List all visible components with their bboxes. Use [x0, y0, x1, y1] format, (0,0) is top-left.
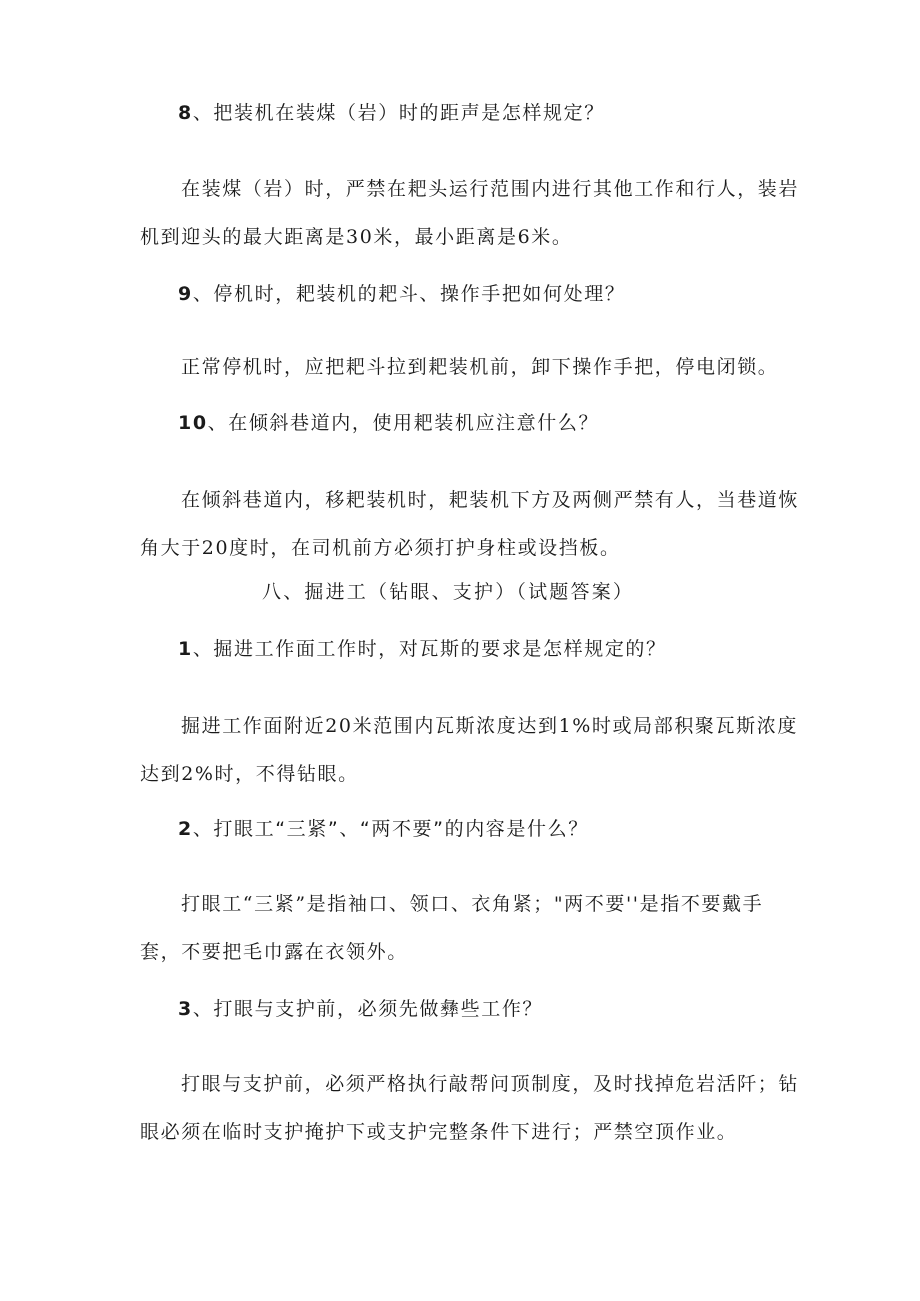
question-text: 、在倾斜巷道内，使用耙装机应注意什么？	[207, 412, 600, 434]
question-number: 2	[178, 818, 193, 840]
question-number: 10	[178, 412, 208, 434]
answer-s1-line-2: 达到2%时，不得钻眼。	[140, 763, 359, 785]
question-text: 、停机时，耙装机的耙斗、操作手把如何处理？	[192, 283, 626, 305]
question-10	[178, 411, 599, 435]
answer-8-line-1: 在装煤（岩）时，严禁在耙头运行范围内进行其他工作和行人，装岩	[181, 178, 800, 200]
question-9	[178, 282, 625, 306]
question-number: 9	[178, 283, 193, 305]
question-s3	[178, 997, 543, 1021]
question-number: 1	[178, 638, 193, 660]
answer-s3-line-1: 打眼与支护前，必须严格执行敲帮问顶制度，及时找掉危岩活阡；钻	[181, 1073, 800, 1095]
answer-s2-line-2: 套，不要把毛巾露在衣领外。	[140, 941, 408, 963]
question-text: 、打眼与支护前，必须先做彝些工作？	[192, 998, 544, 1020]
question-text: 、把装机在装煤（岩）时的距声是怎样规定？	[192, 102, 605, 124]
question-s2	[178, 817, 589, 841]
question-text: 、打眼工“三紧”、“两不要”的内容是什么？	[192, 818, 589, 840]
answer-10-line-1: 在倾斜巷道内，移耙装机时，耙装机下方及两侧严禁有人，当巷道恢	[181, 489, 800, 511]
section-title: 八、掘进工（钻眼、支护）（试题答案）	[262, 581, 635, 603]
question-8	[178, 101, 605, 125]
question-text: 、掘进工作面工作时，对瓦斯的要求是怎样规定的？	[192, 638, 667, 660]
question-number: 3	[178, 998, 193, 1020]
answer-s3-line-2: 眼必须在临时支护掩护下或支护完整条件下进行；严禁空顶作业。	[140, 1121, 738, 1143]
answer-s1-line-1: 掘进工作面附近20米范围内瓦斯浓度达到1%时或局部积聚瓦斯浓度	[181, 715, 798, 737]
question-s1	[178, 637, 667, 661]
question-number: 8	[178, 102, 193, 124]
answer-10-line-2: 角大于20度时，在司机前方必须打护身柱或设挡板。	[140, 537, 621, 559]
answer-9-line-1: 正常停机时，应把耙斗拉到耙装机前，卸下操作手把，停电闭锁。	[181, 356, 779, 378]
answer-8-line-2: 机到迎头的最大距离是30米，最小距离是6米。	[140, 226, 573, 248]
answer-s2-line-1: 打眼工“三紧”是指袖口、领口、衣角紧；"两不要''是指不要戴手	[181, 893, 764, 915]
